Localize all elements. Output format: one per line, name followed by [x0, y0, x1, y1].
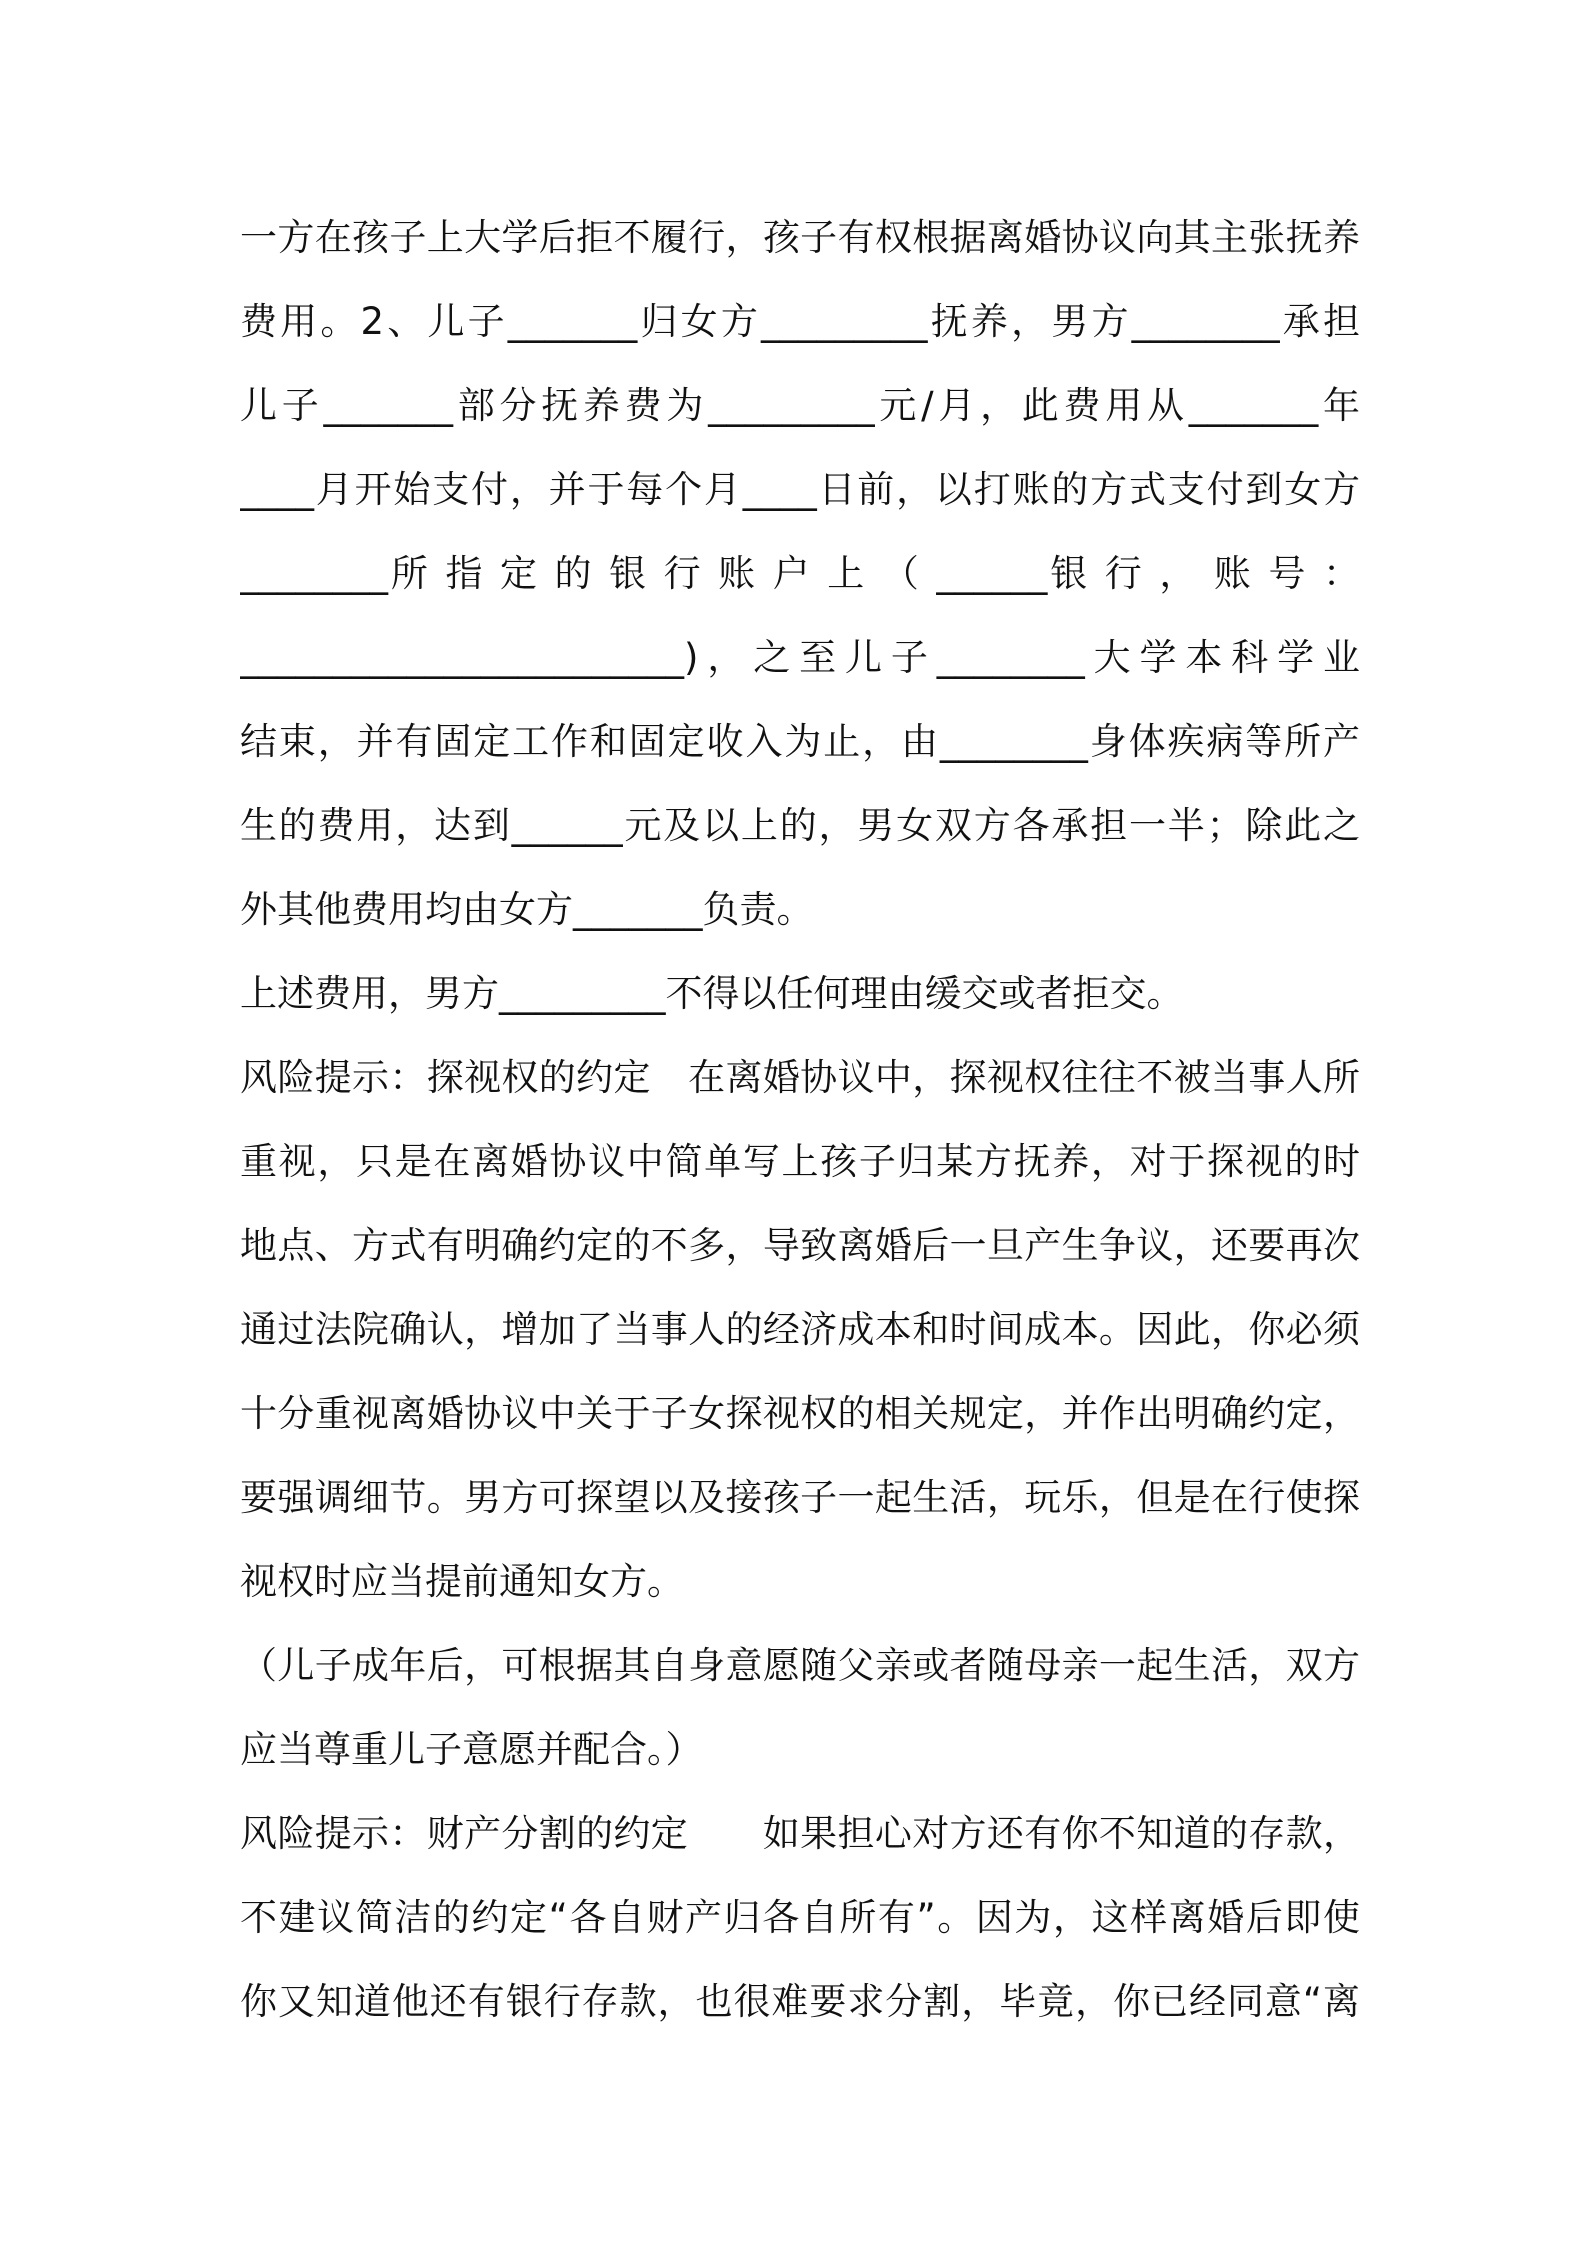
text-line: ____月开始支付，并于每个月____日前，以打账的方式支付到女方 [240, 468, 1360, 511]
text-line: 重视，只是在离婚协议中简单写上孩子归某方抚养，对于探视的时 [240, 1140, 1360, 1183]
text-line: 十分重视离婚协议中关于子女探视权的相关规定，并作出明确约定， [240, 1392, 1360, 1435]
text-line: 风险提示：财产分割的约定 如果担心对方还有你不知道的存款， [240, 1812, 1360, 1855]
text-line: 生的费用，达到______元及以上的，男女双方各承担一半；除此之 [240, 804, 1360, 847]
text-line: 结束，并有固定工作和固定收入为止，由________身体疾病等所产 [240, 720, 1360, 763]
text-line: 风险提示：探视权的约定 在离婚协议中，探视权往往不被当事人所 [240, 1056, 1360, 1099]
text-line: 地点、方式有明确约定的不多，导致离婚后一旦产生争议，还要再次 [240, 1224, 1360, 1267]
text-line: 通过法院确认，增加了当事人的经济成本和时间成本。因此，你必须 [240, 1308, 1360, 1351]
text-line: ________________________)，之至儿子________大学本科学业 [240, 636, 1360, 679]
text-line: 不建议简洁的约定“各自财产归各自所有”。因为，这样离婚后即使 [240, 1896, 1360, 1939]
text-line: （儿子成年后，可根据其自身意愿随父亲或者随母亲一起生活，双方 [240, 1644, 1360, 1687]
text-line: 儿子_______部分抚养费为_________元/月，此费用从_______年 [240, 384, 1360, 427]
text-line: 外其他费用均由女方_______负责。 [240, 888, 814, 931]
text-line: 视权时应当提前通知女方。 [240, 1560, 684, 1603]
text-line: 应当尊重儿子意愿并配合。） [240, 1728, 703, 1771]
text-line: 你又知道他还有银行存款，也很难要求分割，毕竟，你已经同意“离 [240, 1980, 1360, 2023]
text-line: ________所 指 定 的 银 行 账 户 上 （ ______银 行 ， 账 号 ： [240, 552, 1360, 595]
document-body [240, 196, 1360, 2044]
text-line: 要强调细节。男方可探望以及接孩子一起生活，玩乐，但是在行使探 [240, 1476, 1360, 1519]
text-line: 上述费用，男方_________不得以任何理由缓交或者拒交。 [240, 972, 1184, 1015]
text-line: 一方在孩子上大学后拒不履行，孩子有权根据离婚协议向其主张抚养 [240, 216, 1360, 259]
text-line: 费用。2、儿子_______归女方_________抚养，男方________承担 [240, 300, 1360, 343]
